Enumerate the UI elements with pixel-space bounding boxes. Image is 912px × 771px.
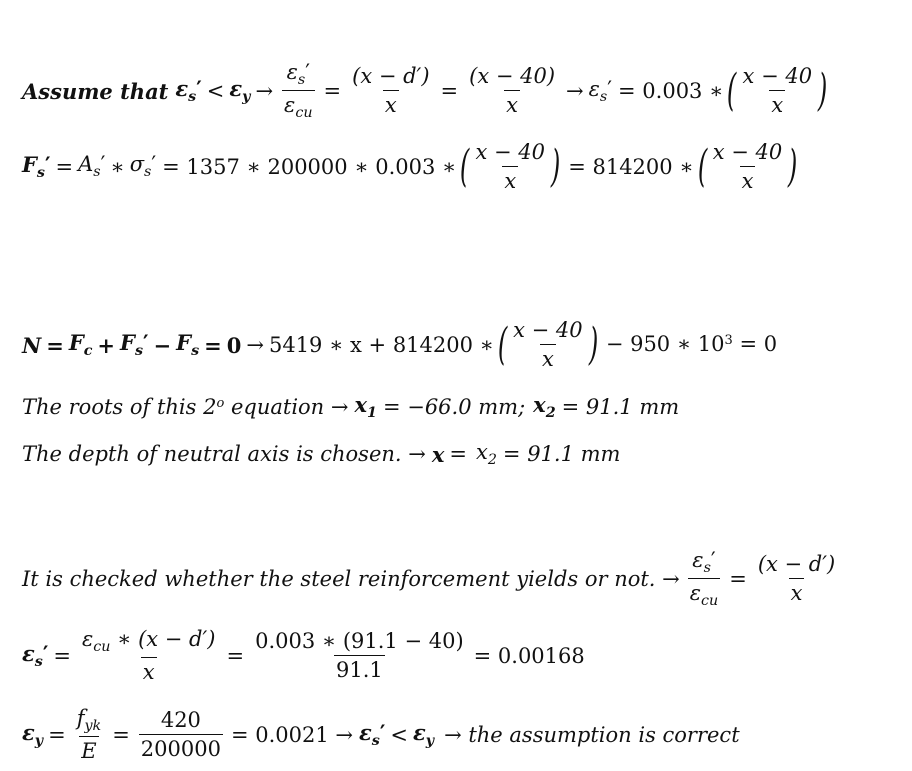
force-coefficient: = 814200 ∗ bbox=[568, 154, 694, 179]
equals: = bbox=[204, 332, 222, 358]
equilibrium-equation bbox=[22, 320, 777, 370]
parenthesized-fraction: ( $\frac{x - 40}{x}$ ) bbox=[697, 140, 798, 193]
less-than: < bbox=[206, 78, 225, 103]
minus: − bbox=[153, 332, 172, 358]
fs-symbol: $F_s'$ bbox=[22, 151, 51, 181]
eps-s-symbol: $\varepsilon_s'$ bbox=[359, 720, 386, 749]
equals: = bbox=[48, 722, 66, 747]
equilibrium-expression: 5419 ∗ x + 814200 ∗ bbox=[268, 332, 494, 357]
root-2-value: = 91.1 mm bbox=[561, 394, 680, 419]
assume-label: Assume that bbox=[22, 78, 169, 104]
assumption-equation bbox=[22, 62, 831, 121]
yield-strain-result: = 0.0021 → bbox=[230, 722, 353, 747]
axial-load-term: − 950 ∗ $10^3 = 0$ bbox=[605, 332, 778, 357]
strain-ratio-fraction: $\frac{\varepsilon_s'}{\varepsilon_{cu}}$ bbox=[284, 60, 313, 122]
fs-symbol: $F_s$ bbox=[176, 329, 200, 359]
yield-check-statement bbox=[22, 550, 841, 609]
steel-strain-calculation bbox=[22, 629, 585, 683]
equals: = bbox=[226, 643, 245, 668]
depth-ratio-fraction: $\frac{(x - d')}{x}$ bbox=[757, 552, 836, 606]
roots-text: The roots of this 2$^o$ equation → bbox=[22, 394, 349, 419]
sigma-s-symbol: $\sigma_s'$ bbox=[129, 152, 157, 181]
plus: + bbox=[97, 332, 116, 358]
roots-statement bbox=[22, 394, 679, 420]
root-1-value: = −66.0 mm; bbox=[382, 394, 526, 419]
strain-ratio-fraction: $\frac{\varepsilon_s'}{\varepsilon_{cu}}$ bbox=[689, 548, 719, 610]
equals: = bbox=[55, 154, 74, 179]
depth-ratio-fraction-numeric: $\frac{(x - 40)}{x}$ bbox=[469, 64, 556, 118]
x2-symbol: $x_2$ bbox=[476, 440, 497, 468]
n-symbol: N bbox=[22, 332, 42, 358]
less-than: < bbox=[390, 722, 408, 747]
as-symbol: $A_s'$ bbox=[78, 152, 106, 181]
yield-numeric-fraction: $\frac{420}{200000}$ bbox=[140, 708, 221, 762]
force-expression: = 1357 ∗ 200000 ∗ 0.003 ∗ bbox=[162, 154, 457, 179]
equals: = bbox=[53, 643, 71, 668]
x2-symbol: $x_2$ bbox=[533, 392, 556, 421]
equals: = bbox=[729, 566, 747, 591]
fs-prime-symbol: $F_s'$ bbox=[120, 329, 149, 359]
yield-check-text: It is checked whether the steel reinforcement yields or not. → bbox=[22, 566, 680, 591]
yield-strain-calculation bbox=[22, 708, 740, 762]
equals: = bbox=[112, 722, 130, 747]
eps-s-symbol: $\varepsilon_s'$ bbox=[588, 76, 613, 105]
yield-formula-fraction: $\frac{f_{yk}}{E}$ bbox=[76, 706, 102, 764]
equals: = bbox=[46, 332, 64, 358]
parenthesized-fraction: ( $\frac{x - 40}{x}$ ) bbox=[727, 64, 828, 118]
fc-symbol: $F_c$ bbox=[68, 329, 93, 359]
x1-symbol: $x_1$ bbox=[354, 392, 377, 421]
compression-steel-force-equation bbox=[22, 142, 801, 192]
multiply: ∗ bbox=[110, 154, 125, 179]
eps-y-symbol: $\varepsilon_y$ bbox=[22, 720, 44, 749]
arrow: → bbox=[566, 78, 584, 103]
neutral-axis-statement bbox=[22, 442, 620, 467]
neutral-axis-text: The depth of neutral axis is chosen. → bbox=[22, 442, 426, 467]
eps-y-symbol: $\varepsilon_y$ bbox=[412, 720, 435, 749]
parenthesized-fraction: ( $\frac{x - 40}{x}$ ) bbox=[497, 318, 598, 371]
equals: = bbox=[323, 78, 342, 103]
zero: 0 bbox=[226, 332, 242, 358]
eps-s-symbol: $\varepsilon_s'$ bbox=[22, 641, 49, 670]
steel-strain-result: = 0.00168 bbox=[473, 643, 585, 668]
arrow: → bbox=[246, 332, 264, 357]
neutral-axis-value: = 91.1 mm bbox=[502, 442, 621, 467]
strain-numeric-fraction: $\frac{0.003 ∗ (91.1 - 40)}{91.1}$ bbox=[255, 629, 464, 683]
strain-formula-fraction: $\frac{\varepsilon_{cu} ∗ (x - d')}{x}$ bbox=[81, 627, 216, 685]
parenthesized-fraction: ( $\frac{x - 40}{x}$ ) bbox=[460, 140, 561, 193]
x-symbol: x bbox=[431, 442, 445, 468]
depth-ratio-fraction: $\frac{(x - d')}{x}$ bbox=[352, 64, 430, 118]
equals: = bbox=[440, 78, 459, 103]
conclusion-text: → the assumption is correct bbox=[444, 722, 740, 747]
strain-expression: = 0.003 ∗ bbox=[618, 78, 724, 103]
equals: = bbox=[449, 442, 467, 467]
arrow: → bbox=[255, 78, 274, 103]
eps-s-symbol: $\varepsilon_s'$ bbox=[175, 76, 202, 106]
eps-y-symbol: $\varepsilon_y$ bbox=[229, 76, 251, 106]
